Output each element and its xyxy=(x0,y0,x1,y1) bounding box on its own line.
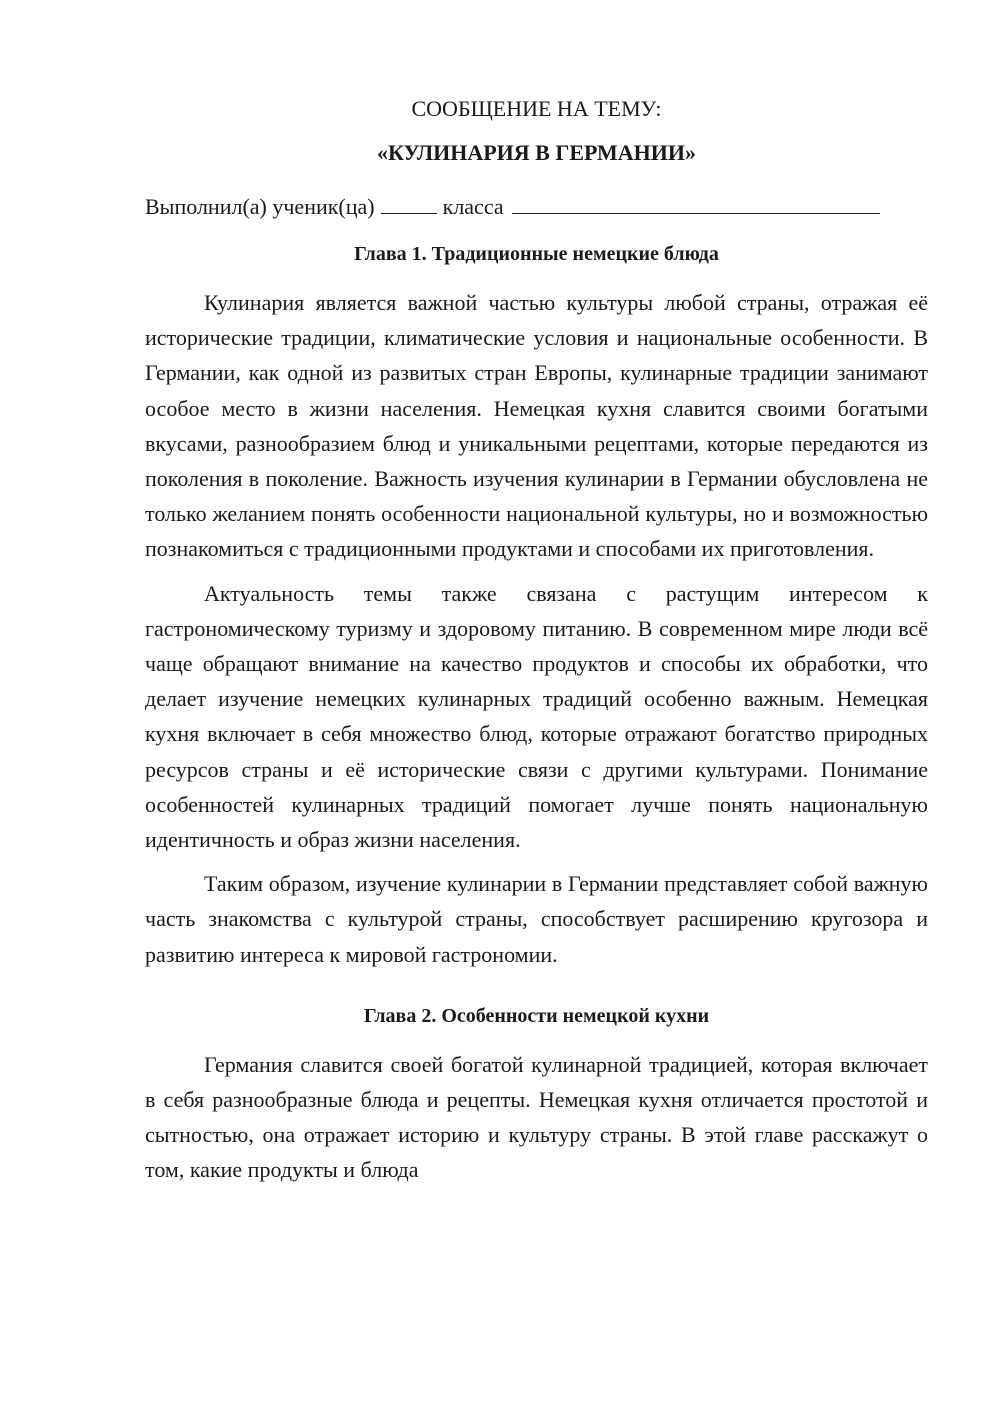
chapter-heading: Глава 2. Особенности немецкой кухни xyxy=(363,1004,710,1027)
class-name-blank xyxy=(512,191,880,214)
document-title: СООБЩЕНИЕ НА ТЕМУ: xyxy=(411,96,662,121)
grade-blank xyxy=(381,191,437,214)
chapter-heading: Глава 1. Традиционные немецкие блюда xyxy=(354,243,719,265)
author-line xyxy=(145,190,928,224)
chapter-1 xyxy=(145,237,928,972)
document-page xyxy=(145,92,928,1188)
paragraph: Актуальность темы также связана с растущим интересом к гастрономическому туризму и здоровому питанию. В современном мире люди всё чаще обращают внимание на качество продуктов и способы их обработки, что делает изучение немецких кулинарных традиций особенно важным. Немецкая кухня включает в себя множество блюд, которые отражают богатство природных ресурсов страны и её исторические связи с другими культурами. Понимание особенностей кулинарных традиций помогает лучше понять национальную идентичность и образ жизни населения. xyxy=(145,580,928,853)
paragraph: Таким образом, изучение кулинарии в Германии представляет собой важную часть знакомства с культурой страны, способствует расширению кругозора и развитию интереса к мировой гастрономии. xyxy=(145,871,928,967)
chapter-2 xyxy=(145,999,928,1188)
paragraph: Германия славится своей богатой кулинарной традицией, которая включает в себя разнообразные блюда и рецепты. Немецкая кухня отличается простотой и сытностью, она отражает историю и культуру страны. В этой главе расскажут о том, какие продукты и блюда xyxy=(145,1051,928,1183)
document-subtitle: «КУЛИНАРИЯ В ГЕРМАНИИ» xyxy=(376,140,697,165)
paragraph: Кулинария является важной частью культуры любой страны, отражая её исторические традиции, климатические условия и национальные особенности. В Германии, как одной из развитых стран Европы, кулинарные традиции занимают особое место в жизни населения. Немецкая кухня славится своими богатыми вкусами, разнообразием блюд и уникальными рецептами, которые передаются из поколения в поколение. Важность изучения кулинарии в Германии обусловлена не только желанием понять особенности национальной культуры, но и возможностью познакомиться с традиционными продуктами и способами их приготовления. xyxy=(145,290,928,562)
class-label: класса xyxy=(442,194,504,219)
author-label: Выполнил(а) ученик(ца) xyxy=(145,194,375,219)
